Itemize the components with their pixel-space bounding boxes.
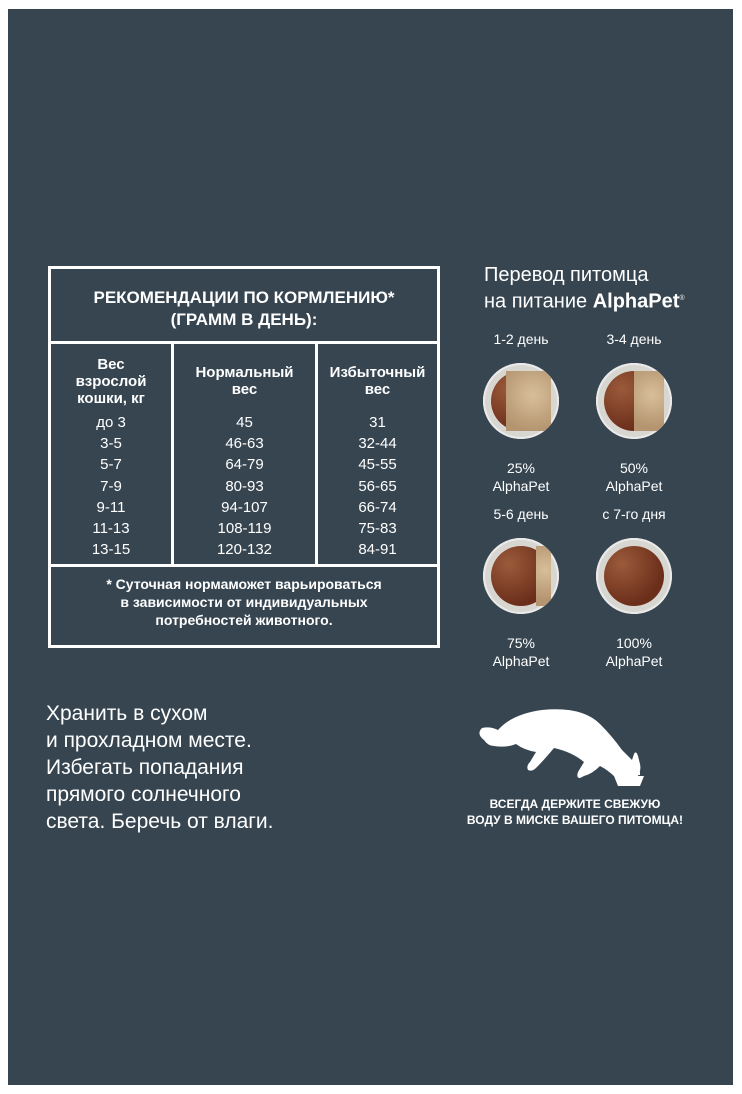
table-cell: 80-93 [225,477,264,495]
table-subtitle: (ГРАММ В ДЕНЬ): [170,310,318,329]
header-line: вес [364,381,391,398]
weight-column [51,344,174,564]
step-brand: AlphaPet [492,478,550,494]
table-cell: 31 [369,414,386,431]
table-cell: 46-63 [225,435,264,453]
step-brand: AlphaPet [605,478,663,494]
water-note [444,796,706,828]
old-food-fill [506,371,551,431]
food-bowl-icon [596,538,672,614]
footnote-line: * Суточная нормаможет варьироваться [106,576,382,592]
header-line: вес [231,381,258,398]
excess-weight-column [318,344,437,564]
cat-drinking-icon [472,700,652,790]
transition-step [569,331,699,495]
header-line: Вес [97,356,125,373]
table-cell: 84-91 [358,541,397,559]
header-line: Нормальный [195,364,294,381]
food-bowl-icon [596,363,672,439]
storage-line: прямого солнечного [46,783,241,806]
step-day: 1-2 день [493,331,549,347]
table-cell: 32-44 [358,435,397,453]
brand-name: AlphaPet [592,290,680,313]
footnote-line: в зависимости от индивидуальных [120,594,368,610]
storage-line: Хранить в сухом [46,702,208,725]
excess-weight-header [318,344,437,412]
table-cell: до 3 [96,414,126,431]
water-note-line: ВОДУ В МИСКЕ ВАШЕГО ПИТОМЦА! [466,813,684,827]
step-percent: 50% [619,460,649,476]
table-cell: 45 [236,414,253,431]
old-food-fill [634,371,664,431]
feeding-table [48,266,440,648]
step-brand: AlphaPet [492,653,550,669]
transition-step [456,331,586,495]
brand-mark: ® [679,295,685,302]
table-cell: 9-11 [96,498,126,516]
table-body [51,344,437,567]
transition-title [484,264,685,314]
table-cell: 64-79 [225,456,264,474]
normal-weight-header [174,344,315,412]
kibble-fill [604,546,664,606]
transition-prefix: на питание [484,290,588,313]
header-line: кошки, кг [77,390,145,407]
transition-step [456,506,586,670]
step-day: 3-4 день [606,331,662,347]
header-line: Избыточный [329,364,426,381]
table-title: РЕКОМЕНДАЦИИ ПО КОРМЛЕНИЮ* [93,288,395,307]
step-day: 5-6 день [493,506,549,522]
step-percent: 100% [616,635,652,651]
footnote-line: потребностей животного. [155,612,333,628]
table-cell: 120-132 [216,541,273,559]
table-cell: 66-74 [358,498,397,516]
transition-step [569,506,699,670]
step-brand: AlphaPet [605,653,663,669]
old-food-fill [536,546,551,606]
transition-title-line: Перевод питомца [484,264,649,286]
storage-line: и прохладном месте. [46,729,252,752]
table-cell: 11-13 [92,520,130,538]
table-header [51,269,437,344]
table-cell: 45-55 [358,456,397,474]
normal-weight-column [174,344,318,564]
table-cell: 56-65 [358,477,397,495]
transition-title-line [484,287,685,314]
weight-column-header [51,344,171,412]
storage-line: света. Беречь от влаги. [46,810,274,833]
table-cell: 5-7 [100,456,122,474]
table-cell: 94-107 [221,498,268,516]
storage-instructions [46,700,273,835]
step-percent: 75% [506,635,536,651]
table-cell: 75-83 [358,520,397,538]
header-line: взрослой [75,373,147,390]
table-cell: 13-15 [91,541,131,559]
food-bowl-icon [483,363,559,439]
storage-line: Избегать попадания [46,756,244,779]
step-day: с 7-го дня [602,506,666,522]
food-bowl-icon [483,538,559,614]
table-footnote [51,567,437,645]
table-cell: 108-119 [217,520,272,538]
water-note-line: ВСЕГДА ДЕРЖИТЕ СВЕЖУЮ [489,797,661,811]
step-percent: 25% [506,460,536,476]
table-cell: 7-9 [100,477,122,495]
table-cell: 3-5 [100,435,122,453]
